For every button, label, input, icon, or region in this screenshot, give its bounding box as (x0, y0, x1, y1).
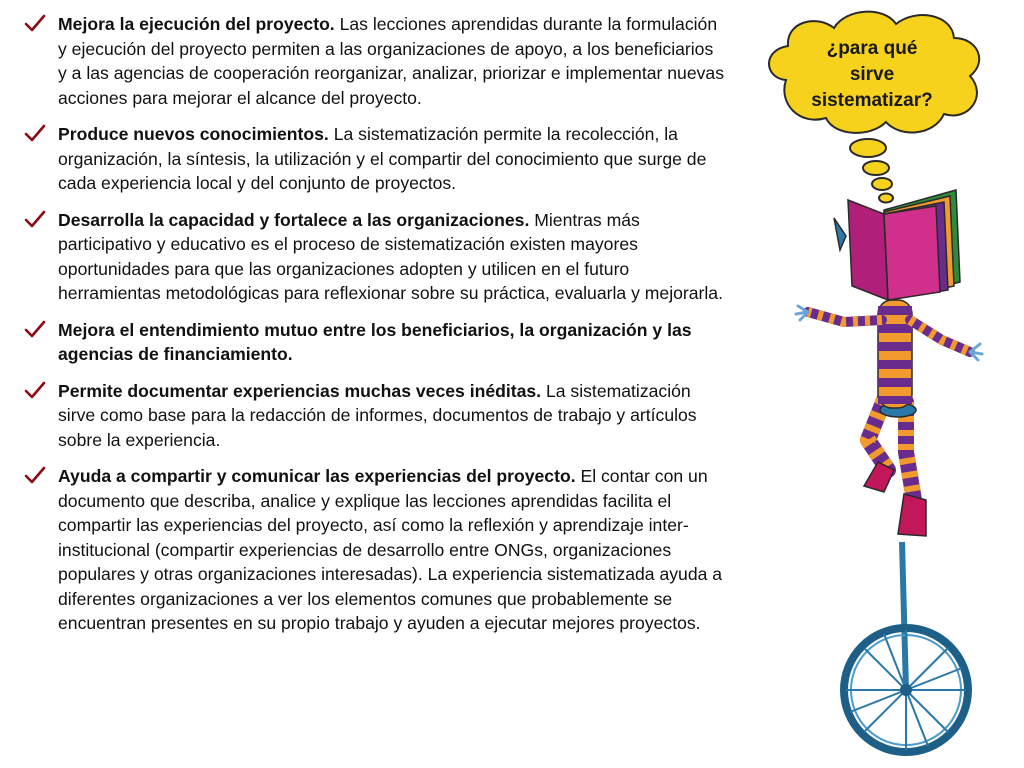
list-item (24, 122, 724, 196)
list-item-body: La sistematización sirve como base para la redacción de informes, documentos de trabajo y artículos sobre la experiencia. (58, 380, 697, 450)
checkmark-icon (24, 123, 58, 145)
list-item-body: Las lecciones aprendidas durante la formulación y ejecución del proyecto permiten a las organizaciones de apoyo, a los beneficiarios y a las agencias de cooperación reorganizar, analizar, priorizar e implementar nuevas acciones para mejorar el alcance del proyecto. (58, 14, 724, 108)
checkmark-icon (24, 380, 58, 402)
list-item-body: El contar con un documento que describa, analice y explique las lecciones aprendidas facilita el compartir las experiencias del proyecto, así como la reflexión y aprendizaje inter-institucional (compartir experiencias de desarrollo entre ONGs, organizaciones populares y otras organizaciones interesadas). La experiencia sistematizada ayuda a diferentes organizaciones a ver los elementos comunes que probablemente se encuentran presentes en su propio trabajo y ayuden a ejecutar mejores proyectos. (58, 466, 723, 633)
bubble-line: ¿para qué (826, 38, 918, 59)
list-item-text (58, 12, 724, 110)
list-item-text (58, 379, 724, 453)
bubble-line: sirve (849, 64, 895, 85)
bubble-line: sistematizar? (811, 90, 933, 111)
list-item-text (58, 122, 724, 196)
list-item (24, 208, 724, 306)
list-item-heading: Ayuda a compartir y comunicar las experiencias del proyecto. (58, 466, 576, 486)
list-item-heading: Mejora la ejecución del proyecto. (58, 14, 335, 34)
checkmark-icon (24, 465, 58, 487)
unicyclist-illustration (756, 0, 1024, 768)
list-item-body: La sistematización permite la recolección, la organización, la síntesis, la utilización y el compartir del conocimiento que surge de cada experiencia local y del conjunto de proyectos. (58, 124, 707, 193)
book-head (834, 190, 960, 300)
benefits-list (24, 12, 724, 648)
list-item-heading: Produce nuevos conocimientos. (58, 124, 329, 144)
list-item-heading: Desarrolla la capacidad y fortalece a las organizaciones. (58, 209, 530, 230)
checkmark-icon (24, 13, 58, 35)
thought-bubble-text (792, 36, 952, 114)
list-item-text (58, 318, 724, 367)
list-item (24, 379, 724, 453)
list-item (24, 318, 724, 367)
checkmark-icon (24, 209, 58, 231)
checkmark-icon (24, 319, 58, 341)
list-item-body: Mientras más participativo y educativo es el proceso de sistematización existen mayores oportunidades para que las organizaciones adopten y utilicen en el futuro herramientas metodológicas para reflexionar sobre su práctica, evaluarla y mejorarla. (58, 209, 723, 303)
legs (864, 400, 926, 536)
list-item-text (58, 464, 724, 636)
list-item (24, 464, 724, 636)
list-item-text (58, 208, 724, 306)
list-item-heading: Mejora el entendimiento mutuo entre los beneficiarios, la organización y las agencias de financiamiento. (58, 319, 692, 364)
unicycle (844, 542, 968, 752)
list-item-heading: Permite documentar experiencias muchas veces inéditas. (58, 380, 542, 401)
list-item (24, 12, 724, 110)
